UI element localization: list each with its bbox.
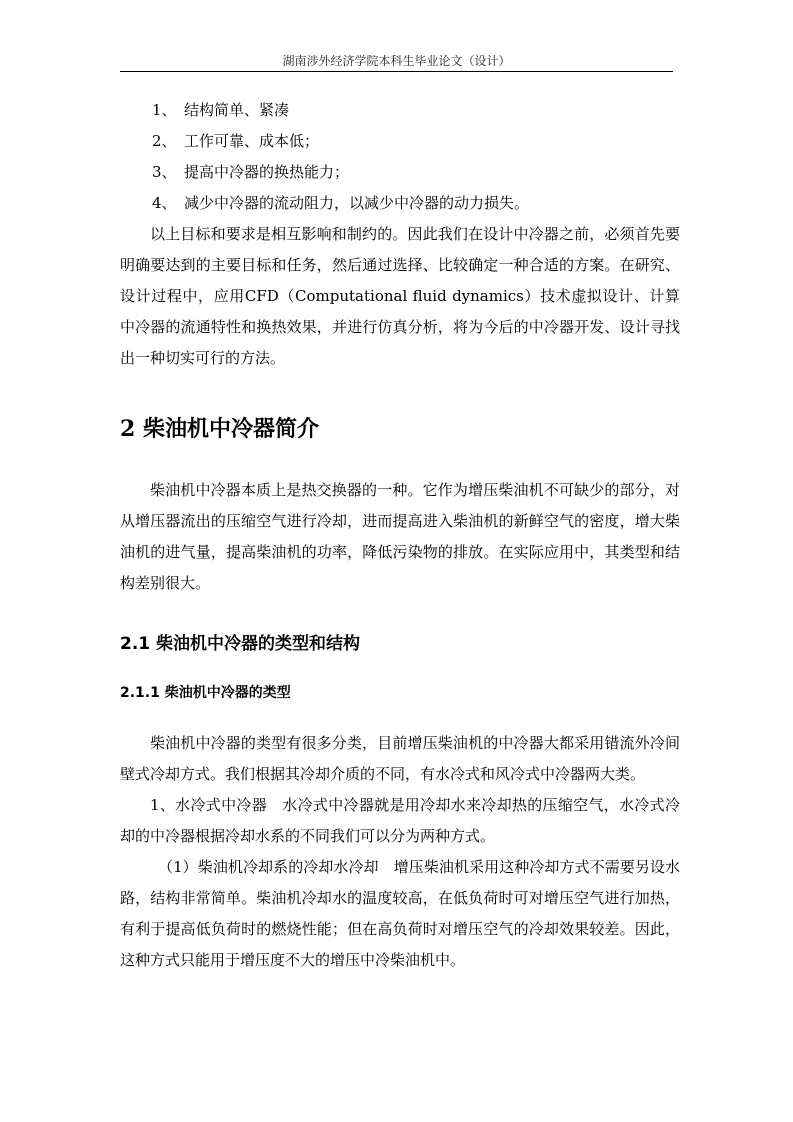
list-number: 4、 <box>152 194 177 212</box>
list-number: 3、 <box>152 163 177 181</box>
section-heading: 2 柴油机中冷器简介 <box>120 416 319 442</box>
body-paragraph: （1）柴油机冷却系的冷却水冷却 增压柴油机采用这种冷却方式不需要另设水路，结构非常简单。柴油机冷却水的温度较高，在低负荷时可对增压空气进行加热，有利于提高低负荷时的燃烧性能；但在高负荷时对增压空气的冷却效果较差。因此，这种方式只能用于增压度不大的增压中冷柴油机中。 <box>120 858 680 969</box>
list-number: 2、 <box>152 132 177 150</box>
list-text: 结构简单、紧凑 <box>184 101 290 119</box>
list-item <box>120 157 680 188</box>
list-text: 提高中冷器的换热能力； <box>184 163 350 181</box>
list-text: 减少中冷器的流动阻力，以减少中冷器的动力损失。 <box>184 194 530 212</box>
subsubsection-heading: 2.1.1 柴油机中冷器的类型 <box>120 685 291 701</box>
list-item <box>120 95 680 126</box>
header-rule <box>120 71 673 72</box>
list-item <box>120 126 680 157</box>
intro-paragraph: 以上目标和要求是相互影响和制约的。因此我们在设计中冷器之前，必须首先要明确要达到的主要目标和任务，然后通过选择、比较确定一种合适的方案。在研究、设计过程中，应用CFD（Computational fluid dynamics）技术虚拟设计、计算中冷器的流通特性和换热效果，并进行仿真分析，将为今后的中冷器开发、设计寻找出一种切实可行的方法。 <box>120 225 680 367</box>
body-paragraph: 柴油机中冷器的类型有很多分类，目前增压柴油机的中冷器大都采用错流外冷间壁式冷却方式。我们根据其冷却介质的不同，有水冷式和风冷式中冷器两大类。 <box>120 734 680 783</box>
subsection-heading: 2.1 柴油机中冷器的类型和结构 <box>120 634 361 654</box>
list-text: 工作可靠、成本低； <box>184 132 320 150</box>
running-header: 湖南涉外经济学院本科生毕业论文（设计） <box>282 54 511 68</box>
list-number: 1、 <box>152 101 177 119</box>
body-paragraph: 1、水冷式中冷器 水冷式中冷器就是用冷却水来冷却热的压缩空气，水冷式冷却的中冷器根据冷却水系的不同我们可以分为两种方式。 <box>120 796 680 845</box>
list-item <box>120 188 680 219</box>
section-paragraph: 柴油机中冷器本质上是热交换器的一种。它作为增压柴油机不可缺少的部分，对从增压器流出的压缩空气进行冷却，进而提高进入柴油机的新鲜空气的密度，增大柴油机的进气量，提高柴油机的功率，降低污染物的排放。在实际应用中，其类型和结构差别很大。 <box>120 481 680 592</box>
page-body <box>120 95 680 976</box>
